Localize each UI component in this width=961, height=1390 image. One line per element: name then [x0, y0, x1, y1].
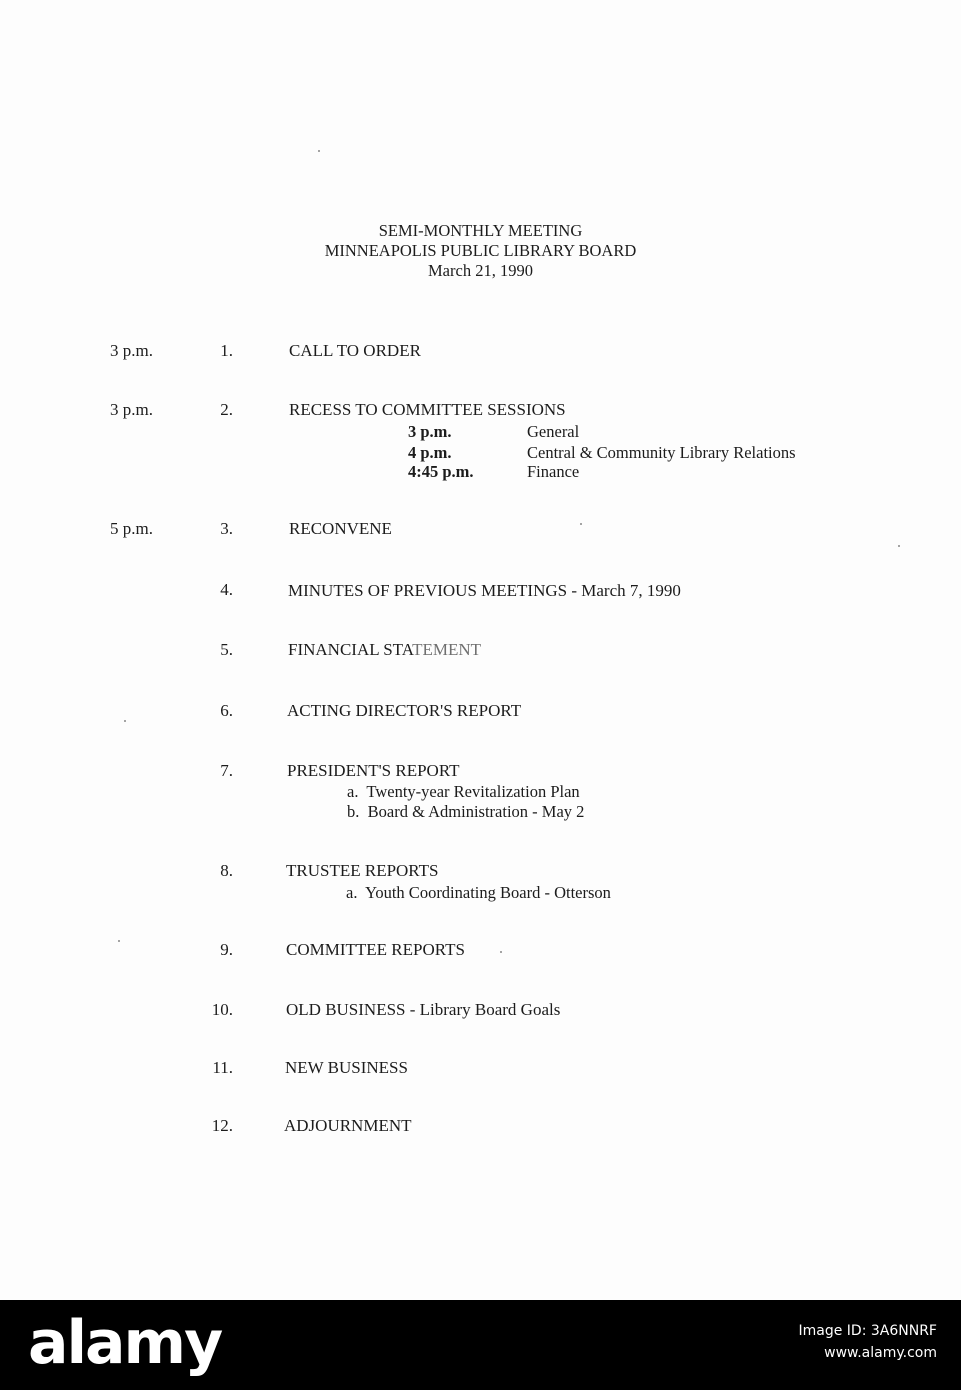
- alamy-logo: alamy: [28, 1308, 222, 1378]
- item-title-faded-text: TEMENT: [412, 640, 482, 659]
- scan-speck: [898, 545, 900, 547]
- item-title: RECONVENE: [289, 519, 392, 538]
- item-time: 5 p.m.: [110, 519, 153, 538]
- watermark-info: [799, 1320, 938, 1364]
- item-number: 9.: [220, 940, 233, 959]
- item-title: [288, 640, 481, 660]
- item-number: 8.: [220, 861, 233, 880]
- item-title: NEW BUSINESS: [285, 1058, 408, 1077]
- item-title: ADJOURNMENT: [284, 1116, 412, 1135]
- item-title-text: FINANCIAL STA: [288, 640, 413, 659]
- sub-item: a. Youth Coordinating Board - Otterson: [346, 883, 611, 902]
- item-number: 3.: [220, 519, 233, 538]
- image-id: Image ID: 3A6NNRF: [798, 1323, 937, 1339]
- site-url: www.alamy.com: [824, 1345, 937, 1361]
- session-name: Central & Community Library Relations: [527, 443, 796, 462]
- item-title: PRESIDENT'S REPORT: [287, 761, 460, 780]
- meeting-date: March 21, 1990: [428, 261, 533, 280]
- sub-item: a. Twenty-year Revitalization Plan: [347, 782, 580, 801]
- item-title: CALL TO ORDER: [289, 341, 421, 360]
- sub-item: b. Board & Administration - May 2: [347, 802, 585, 821]
- item-time: 3 p.m.: [110, 341, 153, 360]
- item-title: COMMITTEE REPORTS: [286, 940, 465, 959]
- item-title: OLD BUSINESS - Library Board Goals: [286, 1000, 561, 1019]
- meeting-type: SEMI-MONTHLY MEETING: [378, 221, 583, 240]
- item-title: ACTING DIRECTOR'S REPORT: [287, 701, 522, 720]
- scan-speck: [124, 720, 126, 722]
- item-number: 6.: [220, 701, 233, 720]
- document-header: [0, 221, 961, 281]
- item-title: TRUSTEE REPORTS: [286, 861, 439, 880]
- item-title: RECESS TO COMMITTEE SESSIONS: [289, 400, 566, 419]
- item-number: 2.: [220, 400, 233, 419]
- item-number: 11.: [212, 1058, 233, 1077]
- item-number: 5.: [220, 640, 233, 659]
- item-number: 12.: [211, 1116, 233, 1135]
- session-name: Finance: [527, 462, 580, 481]
- item-number: 10.: [211, 1000, 233, 1019]
- scan-speck: [500, 951, 502, 953]
- scan-speck: [118, 940, 120, 942]
- item-number: 7.: [220, 761, 233, 780]
- item-number: 1.: [220, 341, 233, 360]
- session-name: General: [527, 422, 580, 441]
- session-time: 4:45 p.m.: [408, 462, 474, 481]
- board-name: MINNEAPOLIS PUBLIC LIBRARY BOARD: [324, 241, 637, 260]
- scan-speck: [580, 523, 582, 525]
- item-time: 3 p.m.: [110, 400, 153, 419]
- item-number: 4.: [220, 580, 233, 599]
- scan-speck: [318, 150, 320, 152]
- session-time: 4 p.m.: [408, 443, 452, 462]
- item-title: MINUTES OF PREVIOUS MEETINGS - March 7, 1990: [288, 581, 681, 600]
- session-time: 3 p.m.: [408, 422, 452, 441]
